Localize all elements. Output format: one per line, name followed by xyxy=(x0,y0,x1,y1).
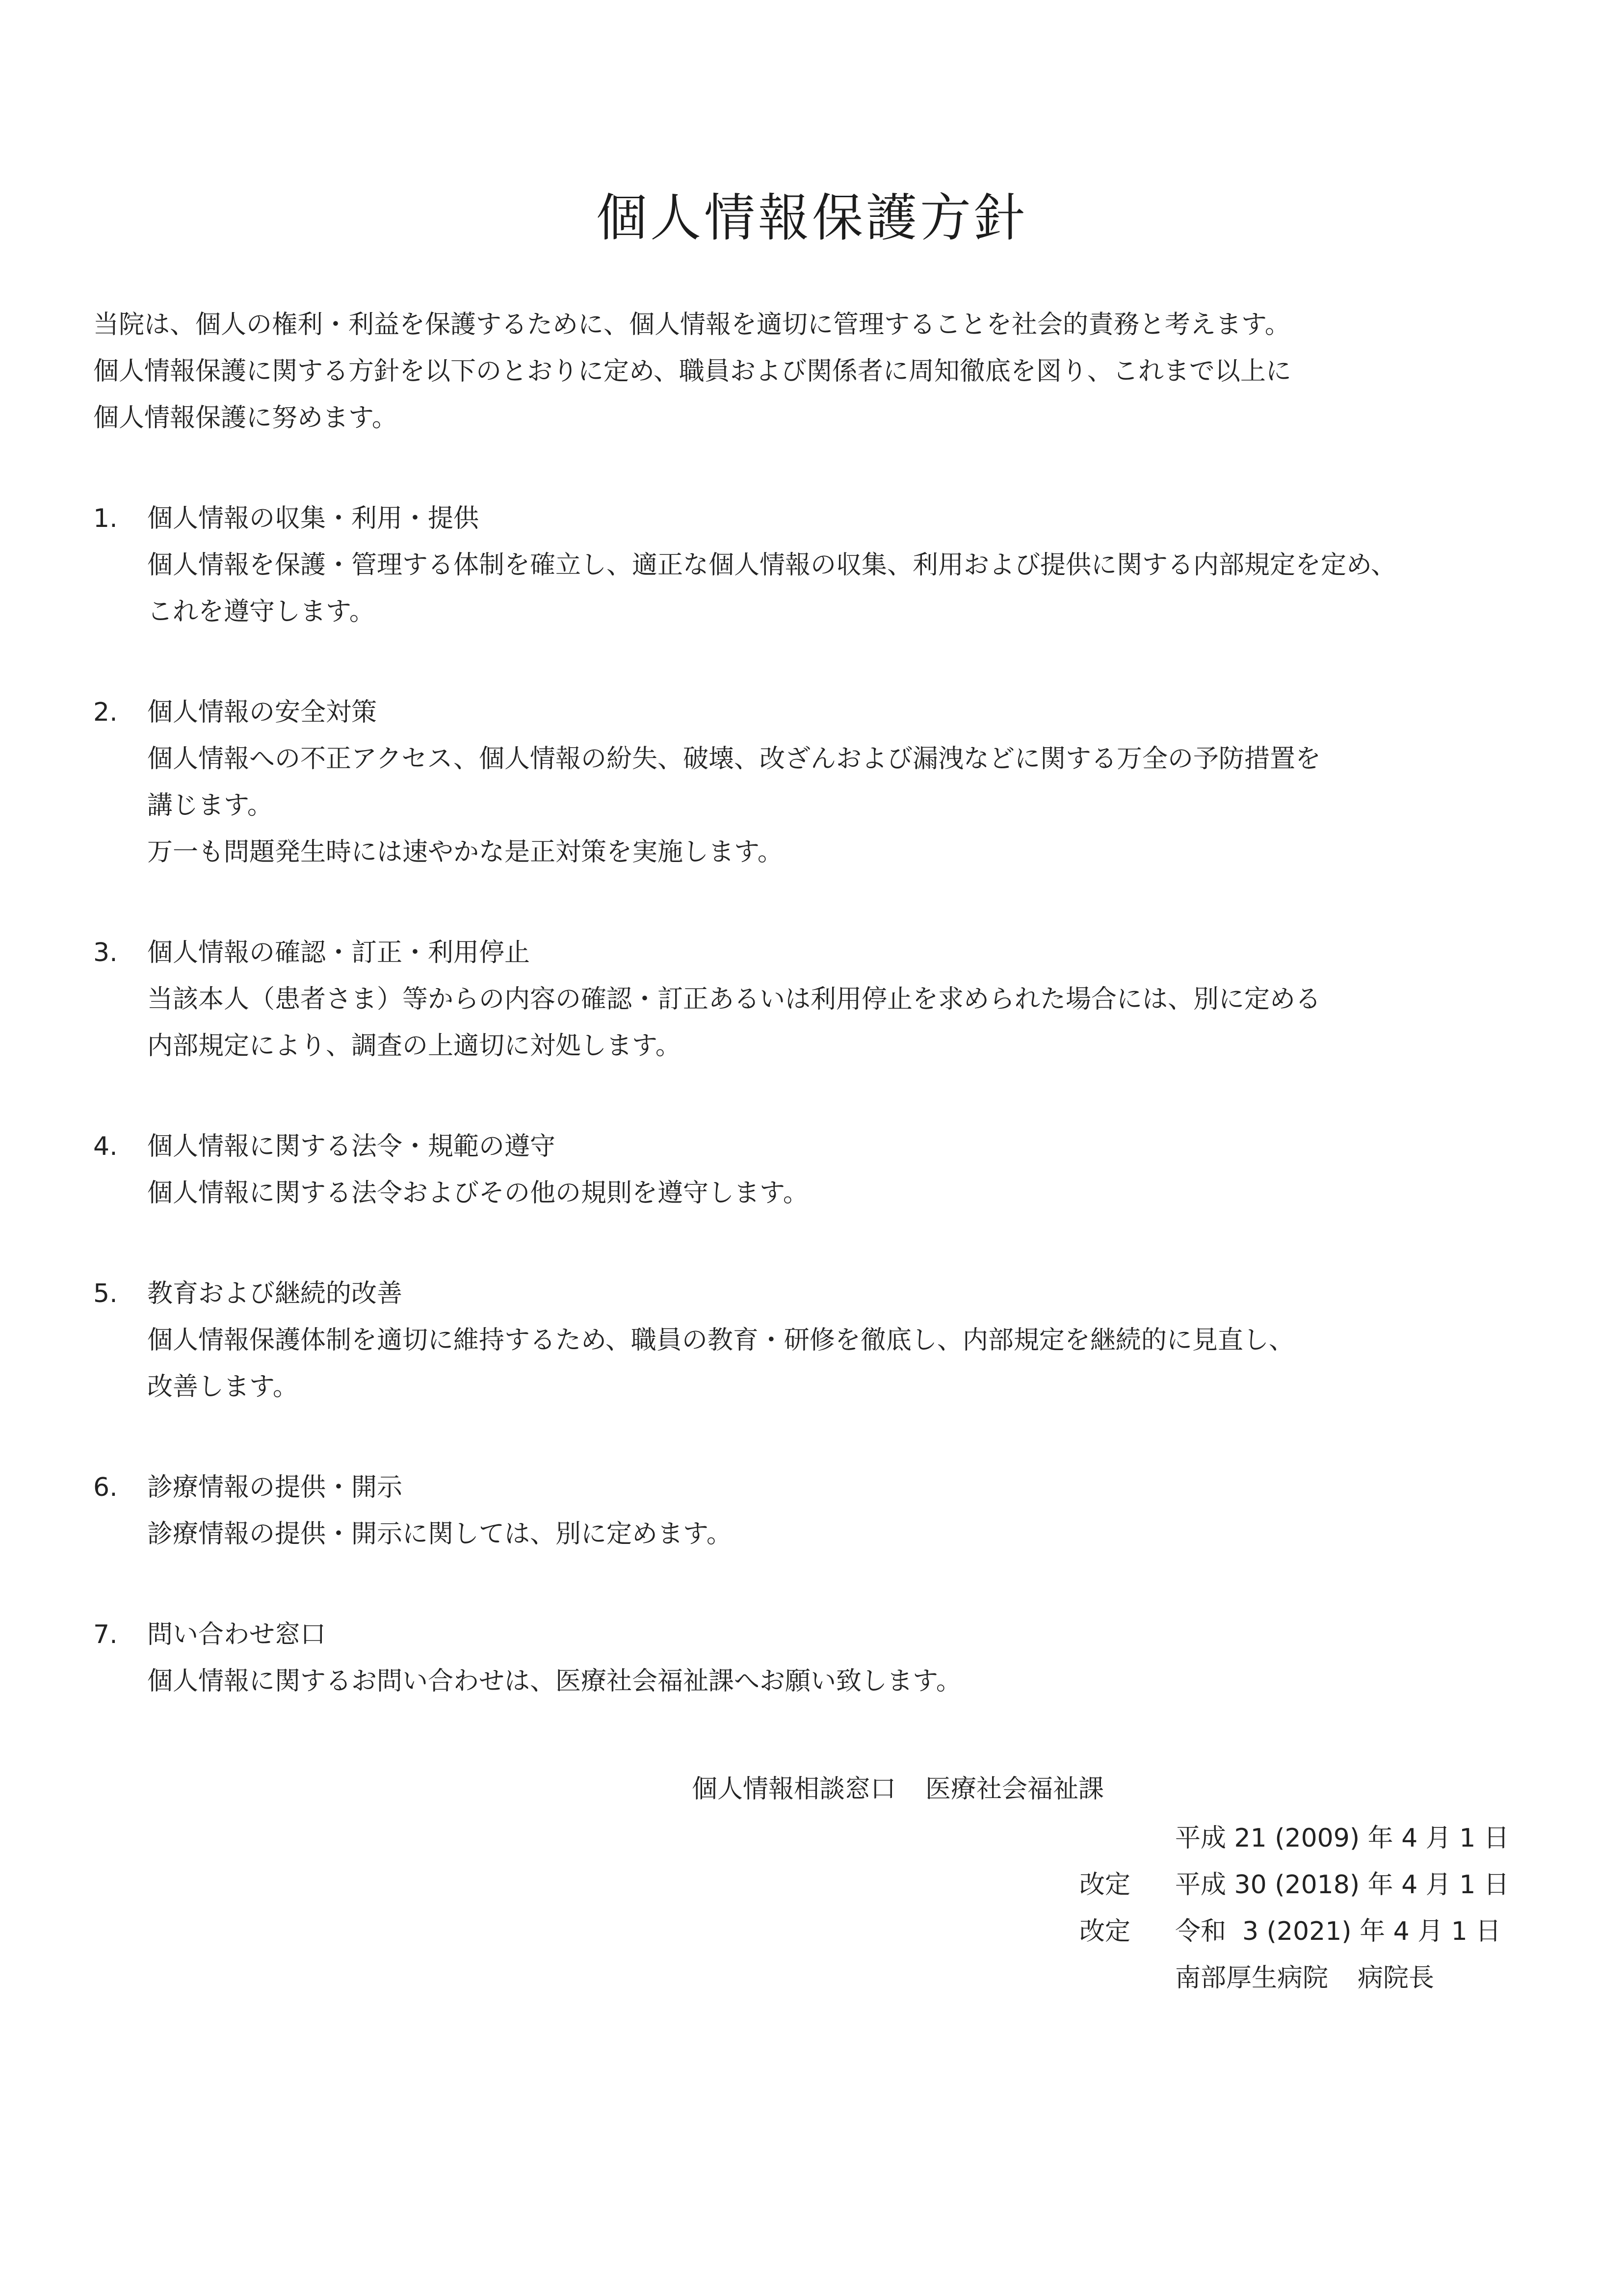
date-value: 令和 3 (2021) 年 4 月 1 日 xyxy=(1175,1917,1501,1946)
section-number: 7. xyxy=(93,1620,118,1649)
date-row-revised-2018 xyxy=(1079,1862,1521,1908)
policy-section-7 xyxy=(93,1612,1541,1705)
section-body xyxy=(93,1658,1541,1705)
section-body-line: 個人情報保護体制を適切に維持するため、職員の教育・研修を徹底し、内部規定を継続的に見直し、 xyxy=(147,1326,1294,1355)
section-title: 個人情報の確認・訂正・利用停止 xyxy=(147,938,530,967)
document-title: 個人情報保護方針 xyxy=(596,188,1028,248)
policy-section-2 xyxy=(93,689,1541,876)
section-body xyxy=(93,542,1541,635)
intro-line: 個人情報保護に努めます。 xyxy=(93,403,397,433)
section-heading xyxy=(93,1271,1541,1317)
section-heading xyxy=(93,1123,1541,1170)
section-body-line: 個人情報を保護・管理する体制を確立し、適正な個人情報の収集、利用および提供に関する内部規定を定め、 xyxy=(147,550,1396,580)
date-value: 平成 30 (2018) 年 4 月 1 日 xyxy=(1175,1870,1509,1900)
section-body xyxy=(93,1317,1541,1410)
section-number: 5. xyxy=(93,1279,118,1308)
policy-section-5 xyxy=(93,1271,1541,1410)
section-body xyxy=(93,1511,1541,1558)
hospital-name: 南部厚生病院 xyxy=(1175,1963,1329,1993)
section-title: 診療情報の提供・開示 xyxy=(147,1473,403,1502)
section-body-line: 内部規定により、調査の上適切に対処します。 xyxy=(147,1031,681,1061)
section-number: 2. xyxy=(93,698,118,727)
date-label: 改定 xyxy=(1079,1870,1131,1900)
date-row-established xyxy=(1079,1815,1521,1862)
date-label: 改定 xyxy=(1079,1917,1131,1946)
section-body-line: 診療情報の提供・開示に関しては、別に定めます。 xyxy=(147,1519,732,1549)
section-title: 個人情報の収集・利用・提供 xyxy=(147,504,479,533)
section-number: 1. xyxy=(93,504,118,533)
section-body-line: 改善します。 xyxy=(147,1372,298,1402)
section-number: 6. xyxy=(93,1473,118,1502)
section-body-line: 個人情報に関するお問い合わせは、医療社会福祉課へお願い致します。 xyxy=(147,1667,962,1696)
section-body-line: これを遵守します。 xyxy=(147,597,375,626)
policy-sections xyxy=(93,496,1541,1705)
contact-office xyxy=(692,1766,1104,1813)
intro-paragraph xyxy=(93,302,1541,442)
section-number: 3. xyxy=(93,938,118,967)
section-title: 問い合わせ窓口 xyxy=(147,1620,326,1649)
policy-section-1 xyxy=(93,496,1541,635)
hospital-signature xyxy=(1175,1955,1434,2002)
section-title: 個人情報に関する法令・規範の遵守 xyxy=(147,1132,556,1161)
section-body-line: 講じます。 xyxy=(147,791,273,820)
policy-section-4 xyxy=(93,1123,1541,1217)
section-title: 教育および継続的改善 xyxy=(147,1279,403,1308)
section-heading xyxy=(93,496,1541,542)
section-body-line: 個人情報に関する法令およびその他の規則を遵守します。 xyxy=(147,1178,809,1208)
section-heading xyxy=(93,930,1541,976)
section-body xyxy=(93,736,1541,876)
section-body xyxy=(93,976,1541,1070)
section-heading xyxy=(93,1464,1541,1511)
intro-line: 個人情報保護に関する方針を以下のとおりに定め、職員および関係者に周知徹底を図り、これまで以上に xyxy=(93,357,1291,386)
policy-section-3 xyxy=(93,930,1541,1070)
date-row-revised-2021 xyxy=(1079,1908,1521,1955)
section-body xyxy=(93,1170,1541,1217)
contact-office-department: 医療社会福祉課 xyxy=(925,1774,1104,1804)
intro-line: 当院は、個人の権利・利益を保護するために、個人情報を適切に管理することを社会的責務と考えます。 xyxy=(93,310,1290,339)
section-body-line: 万一も問題発生時には速やかな是正対策を実施します。 xyxy=(147,837,783,867)
section-number: 4. xyxy=(93,1132,118,1161)
director-title: 病院長 xyxy=(1358,1963,1435,1993)
section-title: 個人情報の安全対策 xyxy=(147,698,377,727)
section-heading xyxy=(93,689,1541,736)
section-heading xyxy=(93,1612,1541,1658)
contact-office-label: 個人情報相談窓口 xyxy=(692,1774,896,1804)
section-body-line: 個人情報への不正アクセス、個人情報の紛失、破壊、改ざんおよび漏洩などに関する万全の予防措置を xyxy=(147,744,1321,774)
date-value: 平成 21 (2009) 年 4 月 1 日 xyxy=(1175,1824,1509,1853)
section-body-line: 当該本人（患者さま）等からの内容の確認・訂正あるいは利用停止を求められた場合には、別に定める xyxy=(147,985,1321,1014)
policy-section-6 xyxy=(93,1464,1541,1558)
